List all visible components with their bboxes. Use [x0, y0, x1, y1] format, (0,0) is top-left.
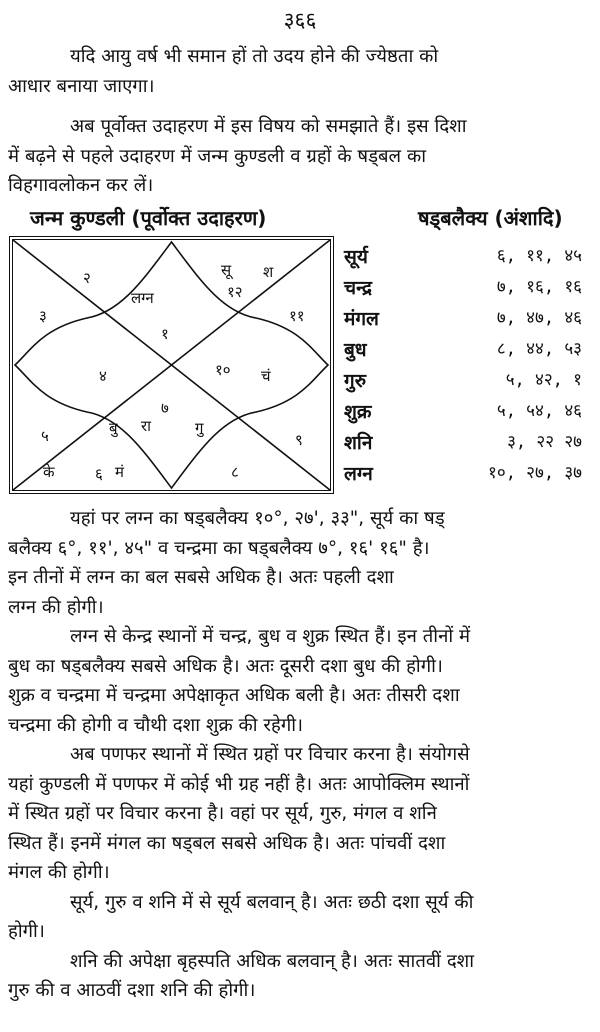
house-6: ६ [95, 465, 103, 483]
shadbala-value: ७, १६, १६ [496, 277, 582, 297]
text-line: अब पणफर स्थानों में स्थित ग्रहों पर विचार करना है। संयोगसे [70, 744, 470, 765]
text-line: आधार बनाया जाएगा। [8, 75, 155, 97]
mangal-label: मं [115, 463, 124, 481]
shadbala-value: ८, ४४, ५३ [496, 339, 582, 359]
text-line: मंगल की होगी। [8, 862, 110, 883]
ketu-label: के [43, 463, 55, 481]
intro-paragraph [8, 42, 592, 101]
table-row [344, 305, 594, 336]
text-line: शुक्र व चन्द्रमा में चन्द्रमा अपेक्षाकृत अधिक बली है। अतः तीसरी दशा [8, 685, 460, 706]
planet-name: शुक्र [344, 401, 372, 423]
page-number: ३६६ [283, 8, 317, 32]
chart-lines [13, 240, 330, 490]
text-line: विहगावलोकन कर लें। [8, 175, 154, 196]
planet-name: मंगल [344, 308, 379, 330]
budha-label: बु [109, 419, 118, 437]
kundali-heading: जन्म कुण्डली (पूर्वोक्त उदाहरण) [30, 206, 267, 230]
text-line: गुरु की व आठवीं दशा शनि की होगी। [8, 980, 256, 1001]
shadbala-value: ६, ११, ४५ [496, 246, 582, 266]
lagna-label: लग्न [131, 289, 154, 307]
rahu-label: रा [141, 417, 152, 435]
shadbala-heading: षड्बलैक्य (अंशादि) [418, 206, 563, 230]
text-line: लग्न से केन्द्र स्थानों में चन्द्र, बुध व शुक्र स्थित हैं। इन तीनों में [70, 626, 471, 647]
text-line: सूर्य, गुरु व शनि में से सूर्य बलवान् है। अतः छठी दशा सूर्य की [70, 891, 474, 913]
body-text [8, 504, 592, 1006]
text-line: स्थित हैं। इनमें मंगल का षड्बल सबसे अधिक है। अतः पांचवीं दशा [8, 832, 446, 854]
shadbala-table [344, 243, 594, 491]
planet-name: सूर्य [344, 246, 368, 268]
house-11: ११ [289, 307, 305, 325]
shadbala-value: ५, ५४, ४६ [496, 401, 582, 421]
text-line: लग्न की होगी। [8, 596, 104, 618]
house-2: २ [83, 269, 91, 287]
table-row [344, 243, 594, 274]
text-line: यहां पर लग्न का षड्बलैक्य १०°, २७', ३३", सूर्य का षड् [70, 508, 445, 529]
table-row [344, 429, 594, 460]
house-5: ५ [41, 427, 49, 445]
table-row [344, 274, 594, 305]
text-line: बलैक्य ६°, ११', ४५" व चन्द्रमा का षड्बलैक्य ७°, १६' १६" है। [8, 537, 430, 559]
house-9: ९ [295, 431, 303, 449]
chandra-label: चं [261, 367, 271, 385]
explanation-paragraph [8, 112, 592, 201]
guru-label: गु [195, 419, 204, 437]
text-line: अब पूर्वोक्त उदाहरण में इस विषय को समझाते हैं। इस दिशा [70, 116, 467, 137]
text-line: में स्थित ग्रहों पर विचार करना है। वहां पर सूर्य, गुरु, मंगल व शनि [8, 803, 437, 824]
house-3: ३ [39, 307, 47, 325]
text-line: यदि आयु वर्ष भी समान हों तो उदय होने की ज्येष्ठता को [70, 46, 439, 67]
planet-name: बुध [344, 339, 367, 361]
text-line: होगी। [8, 921, 45, 942]
shadbala-value: ३, २२ २७ [507, 432, 582, 452]
house-7: ७ [161, 399, 169, 417]
house-4: ४ [99, 367, 107, 385]
house-12: १२ [227, 283, 243, 301]
text-line: चन्द्रमा की होगी व चौथी दशा शुक्र की रहेगी। [8, 714, 304, 736]
planet-name: लग्न [344, 463, 373, 485]
table-row [344, 367, 594, 398]
table-row [344, 398, 594, 429]
planet-name: गुरु [344, 370, 367, 392]
birth-chart [9, 236, 334, 494]
house-1: १ [161, 325, 169, 343]
text-line: में बढ़ने से पहले उदाहरण में जन्म कुण्डली व ग्रहों के षड्बल का [8, 145, 426, 167]
house-10: १० [215, 361, 231, 379]
house-8: ८ [231, 463, 239, 481]
text-line: इन तीनों में लग्न का बल सबसे अधिक है। अतः पहली दशा [8, 567, 394, 588]
text-line: यहां कुण्डली में पणफर में कोई भी ग्रह नहीं है। अतः आपोक्लिम स्थानों [8, 773, 470, 795]
table-row [344, 336, 594, 367]
shadbala-value: ७, ४७, ४६ [496, 308, 582, 328]
text-line: शनि की अपेक्षा बृहस्पति अधिक बलवान् है। अतः सातवीं दशा [70, 950, 475, 972]
planet-name: शनि [344, 432, 373, 454]
shadbala-value: ५, ४२, १ [505, 370, 582, 390]
text-line: बुध का षड्बलैक्य सबसे अधिक है। अतः दूसरी दशा बुध की होगी। [8, 655, 443, 677]
shani-label: श [263, 263, 274, 281]
planet-name: चन्द्र [344, 277, 373, 299]
table-row [344, 460, 594, 491]
shadbala-value: १०, २७, ३७ [488, 463, 582, 483]
surya-label: सू [221, 261, 232, 279]
